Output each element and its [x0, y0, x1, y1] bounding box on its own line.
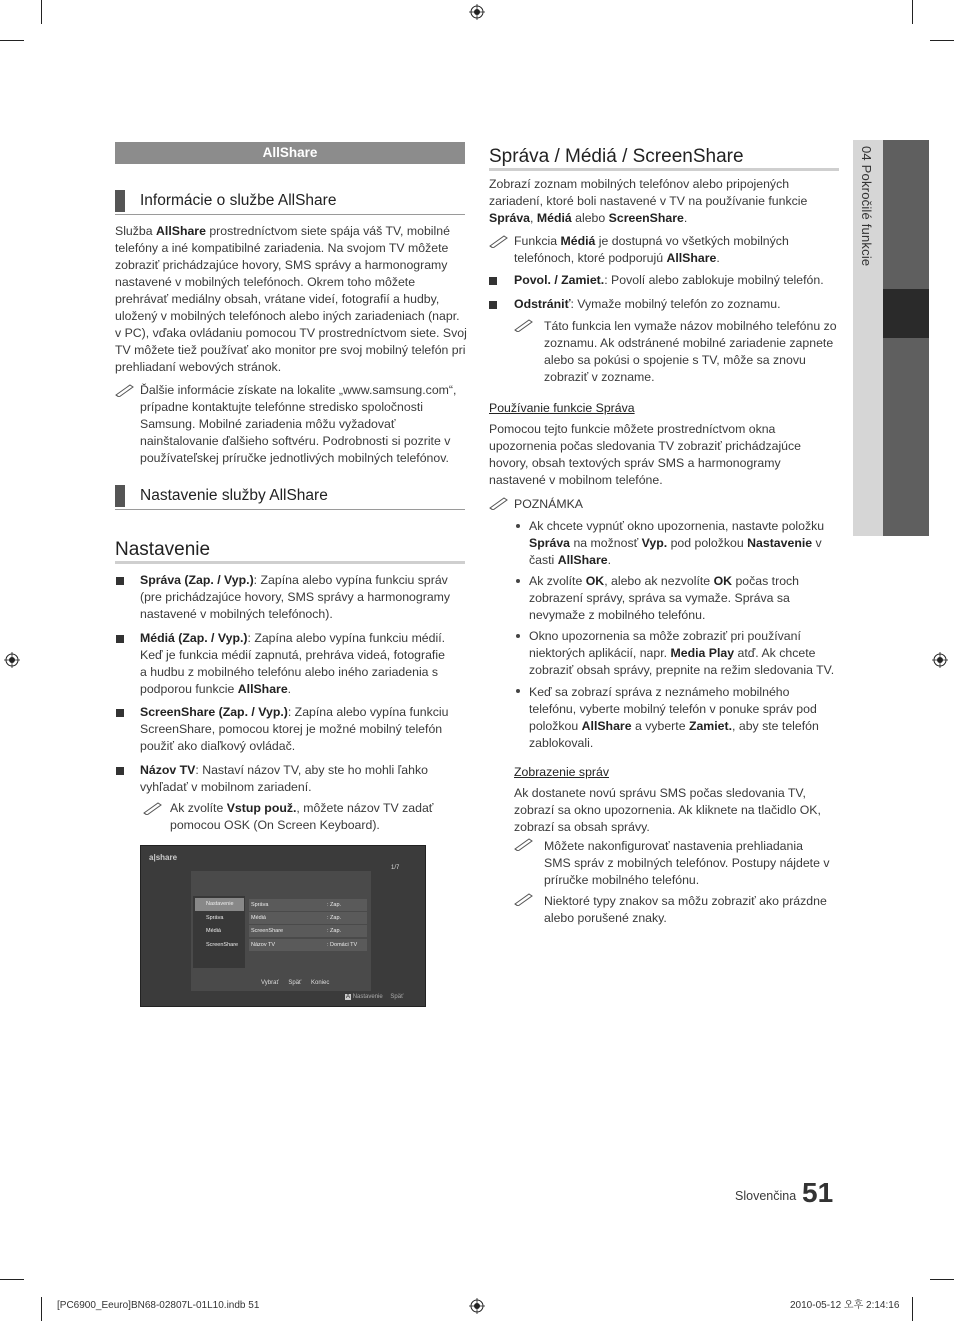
bold-term: Názov TV	[140, 763, 196, 777]
zobrazenie-title: Zobrazenie správ	[514, 765, 610, 779]
tv-setting-row[interactable]	[249, 925, 367, 937]
tv-menu-screenshot	[140, 845, 426, 1007]
text-line: telefónu, vyberte mobilný telefón v ponuke správ pod	[529, 702, 817, 716]
item-povol: Povol. / Zamiet.: Povolí alebo zablokuje mobilný telefón.	[514, 273, 824, 287]
zobrazenie-paragraph	[514, 785, 844, 836]
bold-term: Odstrániť	[514, 297, 571, 311]
tv-nav-back[interactable]: Späť	[288, 980, 302, 986]
tv-bottom-settings[interactable]: Nastavenie	[352, 994, 383, 1000]
note-pencil-icon	[143, 801, 163, 815]
tv-setting-value: : Zap.	[327, 902, 342, 908]
text-line: TV môžete tiež používať ako monitor pre svoj mobilný telefón pri	[115, 343, 466, 357]
tv-menu-list	[193, 896, 245, 968]
text-line: Pomocou tejto funkcie môžete prostredníctvom okna	[489, 422, 776, 436]
tv-menu-item[interactable]: Nastavenie	[195, 898, 244, 911]
heading-underline	[489, 168, 839, 171]
text-line: Médiá (Zap. / Vyp.): Zapína alebo vypína funkciu médií.	[140, 631, 446, 645]
text-line: podporou funkcie AllShare.	[140, 682, 292, 696]
bullet-square	[116, 709, 124, 717]
item-media	[140, 630, 470, 698]
right-intro	[489, 176, 844, 227]
chapter-tab-block	[883, 140, 929, 289]
item-nazov-tv	[140, 762, 470, 796]
text-line: v PC), vďaka ovládaniu pomocou TV prostredníctvom siete. Svoj	[115, 326, 467, 340]
bold-term: Médiá (Zap. / Vyp.)	[140, 631, 248, 645]
note-pencil-icon	[514, 892, 534, 906]
tv-page-indicator: 1/7	[391, 865, 400, 871]
text-line: Okno upozornenia sa môže zobraziť pri používaní	[529, 629, 801, 643]
text-line: používateľskej príručke jednotlivých mobilných telefónov.	[140, 451, 449, 465]
bold-term: ScreenShare (Zap. / Vyp.)	[140, 705, 288, 719]
tv-menu-item[interactable]: Správa	[206, 915, 224, 921]
bold-term: AllShare	[237, 682, 288, 696]
bold-term: AllShare	[581, 719, 632, 733]
text-line: Názov TV: Nastaví názov TV, aby ste ho mohli ľahko	[140, 763, 428, 777]
registration-mark-icon	[469, 4, 485, 20]
crop-mark	[0, 1279, 24, 1280]
chapter-tab-block	[883, 338, 929, 536]
text-line: a hudbu z mobilného telefónu alebo iného zariadenia s	[140, 665, 439, 679]
text-line: zobrazí sa okno upozornenia. Ak kliknete na tlačidlo OK,	[514, 803, 821, 817]
text-line: Môžete nakonfigurovať nastavenia prehliadania	[544, 839, 803, 853]
tv-logo: a|share	[149, 853, 178, 862]
section-bar: AllShare	[115, 142, 465, 164]
text-line: alebo porušené znaky.	[544, 911, 667, 925]
bold-term: Povol. / Zamiet.	[514, 273, 605, 287]
crop-mark	[912, 1297, 913, 1321]
bold-term: Správa	[529, 536, 571, 550]
print-info-left: [PC6900_Eeuro]BN68-02807L-01L10.indb 51	[57, 1300, 260, 1311]
tv-bottom-bar	[345, 993, 403, 1001]
text-line: použiť ako diaľkový ovládač.	[140, 739, 296, 753]
text-line: zobraziť v zozname.	[544, 370, 655, 384]
heading-underline	[115, 561, 465, 564]
bullet-square	[489, 301, 497, 309]
tv-setting-row[interactable]	[249, 899, 367, 911]
subheading-marker	[115, 190, 125, 212]
text-line: Funkcia Médiá je dostupná vo všetkých mobilných	[514, 234, 789, 248]
chapter-tab-active	[883, 289, 929, 338]
bold-term: AllShare	[666, 251, 717, 265]
text-line: Správa, Médiá alebo ScreenShare.	[489, 211, 688, 225]
note-label: POZNÁMKA	[514, 497, 584, 511]
usage-paragraph	[489, 421, 844, 489]
text-line: upozornenia počas sledovania TV zobraziť prichádzajúce	[489, 439, 801, 453]
text-line: položkou AllShare a vyberte Zamiet., aby ste telefón	[529, 719, 819, 733]
note-nakonfigurovat	[544, 838, 844, 889]
text-line: Správa (Zap. / Vyp.): Zapína alebo vypína funkciu správ	[140, 573, 448, 587]
bold-term: ScreenShare	[608, 211, 684, 225]
text-line: nastavené v mobilných telefónoch. Okrem toho môžete	[115, 275, 416, 289]
bold-term: Správa	[489, 211, 531, 225]
print-info-right: 2010-05-12 오후 2:14:16	[790, 1300, 900, 1311]
bold-term: OK	[713, 574, 733, 588]
subheading-marker	[115, 485, 125, 507]
bullet-neznamy	[529, 684, 849, 752]
note-samsung	[140, 382, 470, 467]
text-line: príručke mobilného telefónu.	[544, 873, 700, 887]
text-line: niektorých aplikácií, napr. Media Play atď. Ak chcete	[529, 646, 816, 660]
text-line: zoznamu. Ak odstránené mobilné zariadenie zapnete	[544, 336, 834, 350]
crop-mark	[41, 1297, 42, 1321]
text-line: pomocou OSK (On Screen Keyboard).	[170, 818, 380, 832]
crop-mark	[0, 40, 24, 41]
text-line: zariadení, ktoré boli nastavené v TV na používanie funkcie	[489, 194, 808, 208]
item-sprava	[140, 572, 470, 623]
text-line: telefónoch, ktoré podporujú AllShare.	[514, 251, 720, 265]
tv-bottom-back[interactable]: Späť	[390, 994, 404, 1000]
bullet-square	[116, 767, 124, 775]
subheading-text: Nastavenie služby AllShare	[140, 487, 328, 504]
text-line: zobraziť obsah správy, prepnite na režim sledovania TV.	[529, 663, 835, 677]
bullet-square	[489, 277, 497, 285]
tv-setting-key: Názov TV	[251, 942, 276, 948]
text-line: uložený v mobilných telefónoch alebo iných zariadeniach (napr.	[115, 309, 460, 323]
registration-mark-icon	[932, 652, 948, 668]
tv-setting-row[interactable]	[249, 939, 367, 951]
text-line: Ak dostanete novú správu SMS počas sledovania TV,	[514, 786, 806, 800]
bold-term: AllShare	[557, 553, 608, 567]
tv-menu-item[interactable]: ScreenShare	[206, 942, 239, 948]
text-line: zobrazí sa obsah správy.	[514, 820, 650, 834]
subheading-allshare-setup	[115, 485, 465, 510]
bullet-ok	[529, 573, 849, 624]
bold-term: Nastavenie	[747, 536, 813, 550]
chapter-tab-label: 04 Pokročilé funkcie	[859, 146, 874, 267]
bullet-dot	[516, 524, 520, 528]
text-line: Táto funkcia len vymaže názov mobilného telefónu zo	[544, 319, 837, 333]
intro-paragraph	[115, 223, 467, 376]
note-pencil-icon	[514, 837, 534, 851]
tv-nav-exit[interactable]: Koniec	[310, 980, 330, 986]
crop-mark	[930, 40, 954, 41]
text-line: Niektoré typy znakov sa môžu zobraziť ako prázdne	[544, 894, 827, 908]
bold-term: OK	[585, 574, 605, 588]
bold-term: Médiá	[536, 211, 572, 225]
footer-language: Slovenčina	[735, 1189, 797, 1203]
note-media	[514, 233, 844, 267]
registration-mark-icon	[469, 1298, 485, 1314]
crop-mark	[912, 0, 913, 24]
text-line: nastavené v mobilných telefónoch).	[140, 607, 333, 621]
subheading-allshare-info	[115, 190, 465, 215]
text-line: zobrazení správy, správa sa vymaže. Správa sa	[529, 591, 790, 605]
tv-setting-key: Správa	[251, 902, 269, 908]
note-pencil-icon	[115, 383, 135, 397]
text-line: Správa na možnosť Vyp. pod položkou Nastavenie v	[529, 536, 822, 550]
text-line: hovory, obsah textových správ SMS a harmonogramy	[489, 456, 781, 470]
text-line: Ak zvolíte OK, alebo ak nezvolíte OK počas troch	[529, 574, 800, 588]
text-line: nevymaže z mobilného telefónu.	[529, 608, 706, 622]
tv-setting-value: : Zap.	[327, 915, 342, 921]
bold-term: Médiá	[560, 234, 596, 248]
text-line: Zobrazí zoznam mobilných telefónov alebo pripojených	[489, 177, 790, 191]
bullet-dot	[516, 634, 520, 638]
text-line: vyhľadať v mobilnom zariadení.	[140, 780, 312, 794]
heading-nastavenie: Nastavenie	[115, 539, 211, 560]
crop-mark	[930, 1279, 954, 1280]
text-line: telefóny a iné kompatibilné zariadenia. Na svojom TV môžete	[115, 241, 449, 255]
tv-nav-bar	[261, 979, 329, 987]
text-line: prehliadaní webových stránok.	[115, 360, 282, 374]
bold-term: Media Play	[670, 646, 735, 660]
note-pencil-icon	[489, 234, 509, 248]
text-line: SMS správ z mobilných telefónov. Postupy nájdete v	[544, 856, 830, 870]
tv-setting-key: Médiá	[251, 915, 266, 921]
text-line: nastavené v mobilnom telefóne.	[489, 473, 663, 487]
text-line: zobraziť prichádzajúce hovory, SMS správy a harmonogramy	[115, 258, 448, 272]
text-line: Ak zvolíte Vstup použ., môžete názov TV zadať	[170, 801, 434, 815]
text-line: Služba AllShare prostredníctvom siete spája váš TV, mobilné	[115, 224, 450, 238]
text-line: Ďalšie informácie získate na lokalite „www.samsung.com“,	[140, 383, 457, 397]
tv-setting-value: : Domáci TV	[327, 942, 358, 948]
usage-title: Používanie funkcie Správa	[489, 401, 635, 415]
text-line: (pre prichádzajúce hovory, SMS správy a harmonogramy	[140, 590, 451, 604]
note-vstup	[170, 800, 470, 834]
tv-nav-select[interactable]: Vybrať	[261, 980, 279, 986]
heading-sprava-media-screenshare: Správa / Médiá / ScreenShare	[489, 146, 744, 167]
tv-setting-row[interactable]	[249, 912, 367, 924]
tv-a-button[interactable]: A	[346, 994, 351, 1000]
note-odstranit	[544, 318, 844, 386]
text-line: prehrávať mediálny obsah, vrátane videí, fotografií a hudby,	[115, 292, 440, 306]
item-screenshare	[140, 704, 470, 755]
text-line: nainštalovanie ďalšieho softvéru. Podrobnosti si pozrite v	[140, 434, 451, 448]
tv-setting-value: : Zap.	[327, 928, 342, 934]
note-znaky	[544, 893, 844, 927]
registration-mark-icon	[4, 652, 20, 668]
bullet-dot	[516, 689, 520, 693]
text-line: prípadne kontaktujte telefónne stredisko spoločnosti	[140, 400, 424, 414]
text-line: ScreenShare, pomocou ktorej je možné mobilný telefón	[140, 722, 443, 736]
crop-mark	[41, 0, 42, 24]
bold-term: Vyp.	[641, 536, 668, 550]
text-line: Keď je funkcia médií zapnutá, prehráva videá, fotografie	[140, 648, 445, 662]
text-line: alebo sa pokúsi o spojenie s TV, môže sa znovu	[544, 353, 806, 367]
page-number: 51	[802, 1177, 834, 1208]
text-line: ScreenShare (Zap. / Vyp.): Zapína alebo vypína funkciu	[140, 705, 449, 719]
text-line: Ak chcete vypnúť okno upozornenia, nastavte položku	[529, 519, 825, 533]
bold-term: AllShare	[156, 224, 206, 238]
subheading-text: Informácie o službe AllShare	[140, 192, 337, 209]
tv-setting-key: ScreenShare	[251, 928, 284, 934]
bullet-square	[116, 635, 124, 643]
bullet-aplikacie	[529, 628, 849, 679]
bullet-vypnut	[529, 518, 849, 569]
text-line: časti AllShare.	[529, 553, 612, 567]
bold-term: Vstup použ.	[226, 801, 297, 815]
tv-menu-item[interactable]: Médiá	[206, 928, 221, 934]
bold-term: Zamiet.	[688, 719, 733, 733]
text-line: Keď sa zobrazí správa z neznámeho mobilného	[529, 685, 790, 699]
note-pencil-icon	[514, 318, 534, 332]
bullet-square	[116, 577, 124, 585]
note-pencil-icon	[489, 496, 509, 510]
text-line: Samsung. Mobilné zariadenia môžu vyžadovať	[140, 417, 396, 431]
bold-term: Správa (Zap. / Vyp.)	[140, 573, 254, 587]
item-odstranit: Odstrániť: Vymaže mobilný telefón zo zoznamu.	[514, 297, 781, 311]
text-line: zablokovali.	[529, 736, 594, 750]
bullet-dot	[516, 579, 520, 583]
